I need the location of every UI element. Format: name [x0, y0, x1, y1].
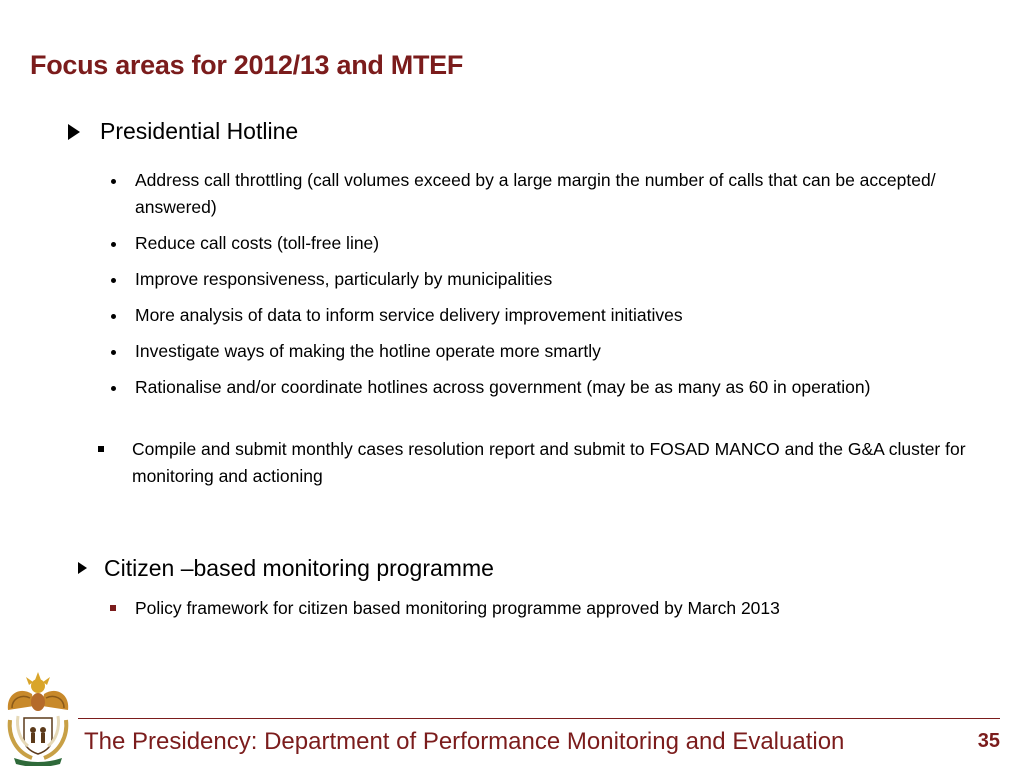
- monthly-report-item: [96, 436, 986, 490]
- list-item: More analysis of data to inform service delivery improvement initiatives: [108, 302, 998, 329]
- square-bullet-icon: [98, 446, 104, 452]
- list-item: Improve responsiveness, particularly by municipalities: [108, 266, 998, 293]
- section-citizen-monitoring: [78, 555, 494, 582]
- square-bullet-icon: [110, 605, 116, 611]
- footer-divider: [78, 718, 1000, 719]
- section-presidential-hotline: [68, 118, 298, 145]
- arrow-right-icon: [78, 562, 87, 574]
- list-item-text: Policy framework for citizen based monitoring programme approved by March 2013: [135, 598, 780, 618]
- coat-of-arms-icon: [2, 672, 74, 766]
- policy-framework-item: [108, 595, 998, 622]
- list-item: Reduce call costs (toll-free line): [108, 230, 998, 257]
- arrow-right-icon: [68, 124, 80, 140]
- list-item: Investigate ways of making the hotline operate more smartly: [108, 338, 998, 365]
- list-item: Rationalise and/or coordinate hotlines across government (may be as many as 60 in operation): [108, 374, 998, 401]
- page-number: 35: [977, 730, 1000, 752]
- list-item-text: Compile and submit monthly cases resolution report and submit to FOSAD MANCO and the G&A cluster for monitoring and actioning: [132, 439, 966, 486]
- slide-title: Focus areas for 2012/13 and MTEF: [30, 50, 464, 80]
- footer-department-name: The Presidency: Department of Performance Monitoring and Evaluation: [84, 728, 845, 755]
- section-heading-label: Citizen –based monitoring programme: [104, 555, 494, 581]
- section-heading: [68, 118, 298, 145]
- hotline-bullet-list: [108, 167, 998, 410]
- section-heading-label: Presidential Hotline: [100, 118, 299, 144]
- list-item: Address call throttling (call volumes exceed by a large margin the number of calls that can be accepted/ answered): [108, 167, 998, 221]
- section-heading: [78, 555, 494, 582]
